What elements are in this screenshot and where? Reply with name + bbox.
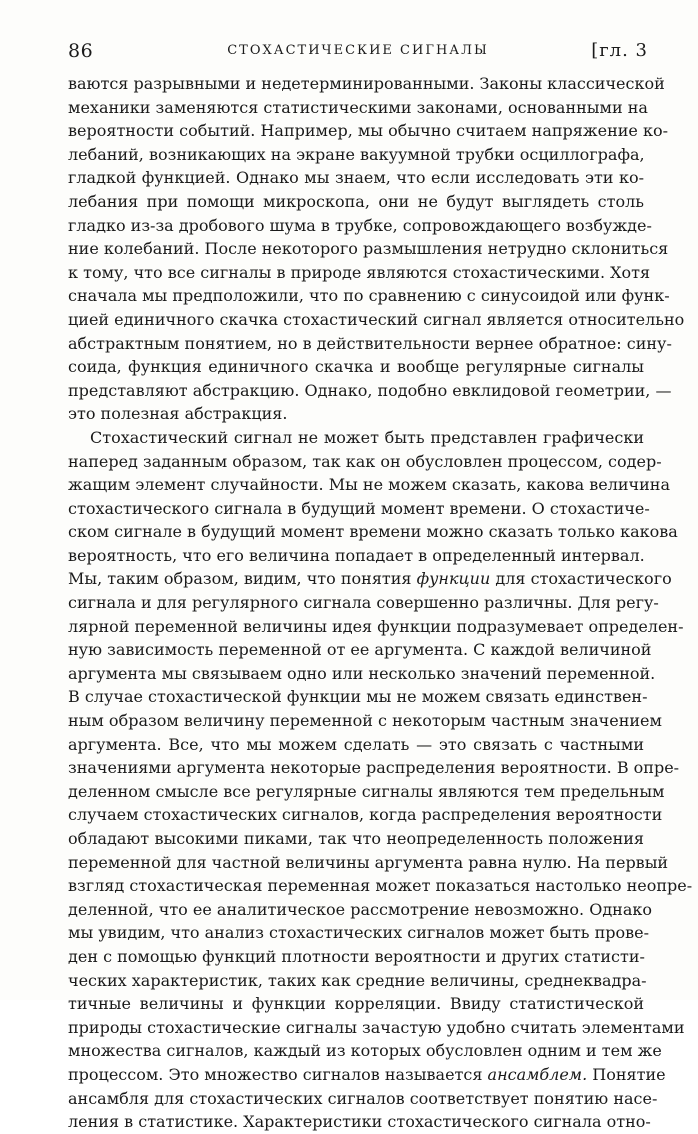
text-segment: множества сигналов, каждый из которых обусловлен одним и тем же (68, 1041, 662, 1061)
text-line (68, 379, 672, 403)
text-line (68, 473, 670, 497)
text-segment: ваются разрывными и недетерминированными. Законы классической (68, 74, 665, 93)
text-line (68, 1087, 658, 1111)
text-line (68, 332, 672, 356)
text-line (68, 567, 672, 591)
text-segment: взгляд стохастическая переменная может показаться настолько неопре- (68, 876, 693, 896)
text-line (68, 969, 647, 993)
text-segment: В случае стохастической функции мы не можем связать единствен- (68, 687, 648, 707)
text-line (68, 96, 648, 120)
section-title: СТОХАСТИЧЕСКИЕ СИГНАЛЫ (227, 43, 489, 58)
text-segment: природы стохастические сигналы зачастую удобно считать элементами (68, 1017, 685, 1037)
text-segment: вероятности событий. Например, мы обычно считаем напряжение ко- (68, 121, 668, 141)
text-line (68, 237, 669, 261)
text-line (68, 662, 656, 686)
text-segment: стохастического сигнала в будущий момент времени. О стохастиче- (68, 498, 650, 518)
text-segment: лебания при помощи микроскопа, они не будут выглядеть столь (68, 191, 644, 211)
text-line (68, 520, 678, 544)
text-line (68, 261, 651, 285)
text-segment: значениями аргумента некоторые распределения вероятности. В опре- (68, 758, 680, 778)
text-segment: лярной переменной величины идея функции подразумевает определен- (68, 616, 684, 636)
text-line (68, 685, 648, 709)
text-segment: лебаний, возникающих на экране вакуумной трубки осциллографа, (68, 144, 645, 164)
text-line (68, 827, 644, 851)
text-line (68, 402, 644, 426)
text-line (68, 945, 644, 969)
text-line (68, 591, 659, 615)
text-segment: переменной для частной величины аргумента равна нулю. На первый (68, 852, 669, 872)
text-line (68, 544, 644, 568)
text-line (68, 166, 644, 190)
text-line (68, 638, 652, 662)
text-line (68, 308, 685, 332)
text-line (68, 1063, 666, 1087)
text-segment: аргумента. Все, что мы можем сделать — это связать с частными (68, 734, 644, 754)
text-segment: ным образом величину переменной с некоторым частным значением (68, 711, 662, 731)
text-segment: деленной, что ее аналитическое рассмотрение невозможно. Однако (68, 899, 652, 919)
paragraph (68, 426, 693, 1134)
text-line (68, 756, 680, 780)
text-segment: механики заменяются статистическими законами, основанными на (68, 97, 648, 117)
text-segment: ления в статистике. Характеристики стохастического сигнала отно- (68, 1112, 651, 1132)
text-segment: ансамбля для стохастических сигналов соответствует понятию насе- (68, 1088, 658, 1108)
text-line (68, 119, 668, 143)
text-segment: ческих характеристик, таких как средние величины, среднеквадра- (68, 970, 647, 990)
text-segment: сначала мы предположили, что по сравнению с синусоидой или функ- (68, 286, 670, 306)
text-segment: гладко из-за дробового шума в трубке, сопровождающего возбужде- (68, 215, 652, 235)
page-number: 86 (68, 40, 94, 62)
text-segment: процессом. Это множество сигналов называется (68, 1064, 488, 1084)
text-line (68, 709, 662, 733)
text-line (68, 1039, 662, 1063)
text-line (68, 992, 644, 1016)
text-segment: тичные величины и функции корреляции. Ввиду статистической (68, 994, 644, 1014)
text-segment: это полезная абстракция. (68, 404, 288, 424)
text-segment: Мы, таким образом, видим, что понятия (68, 569, 417, 589)
running-head (68, 40, 648, 64)
text-segment: соида, функция единичного скачка и вообще регулярные сигналы (68, 357, 644, 377)
text-line (68, 851, 669, 875)
text-segment: случаем стохастических сигналов, когда распределения вероятности (68, 805, 663, 825)
text-segment: аргумента мы связываем одно или несколько значений переменной. (68, 663, 656, 683)
text-segment: гладкой функцией. Однако мы знаем, что если исследовать эти ко- (68, 168, 644, 188)
text-line (68, 450, 662, 474)
text-segment: Понятие (587, 1064, 666, 1084)
text-line (68, 803, 663, 827)
text-line (68, 190, 644, 214)
body-text (68, 72, 693, 1134)
text-line (68, 72, 665, 96)
text-line (68, 733, 644, 757)
chapter-reference: [гл. 3 (591, 40, 648, 61)
text-segment: жащим элемент случайности. Мы не можем сказать, какова величина (68, 475, 670, 495)
text-line (68, 214, 652, 238)
text-segment: обладают высокими пиками, так что неопределенность положения (68, 829, 644, 848)
text-segment: сигнала и для регулярного сигнала совершенно различны. Для регу- (68, 593, 659, 613)
text-line (68, 143, 644, 167)
italic-term: функции (416, 569, 491, 589)
text-segment: цией единичного скачка стохастический сигнал является относительно (68, 309, 685, 329)
text-segment: ском сигнале в будущий момент времени можно сказать только какова (68, 522, 678, 542)
text-line (68, 1016, 685, 1040)
text-line (68, 284, 670, 308)
text-line (68, 1110, 651, 1134)
text-segment: вероятность, что его величина попадает в определенный интервал. (68, 545, 645, 565)
text-segment: ную зависимость переменной от ее аргумента. С каждой величиной (68, 640, 652, 660)
text-line (68, 780, 665, 804)
text-segment: наперед заданным образом, так как он обусловлен процессом, содер- (68, 451, 662, 471)
italic-term: ансамблем. (487, 1064, 588, 1084)
text-line (68, 615, 684, 639)
paragraph (68, 72, 685, 426)
text-line (68, 921, 650, 945)
text-segment: абстрактным понятием, но в действительности вернее обратное: сину- (68, 333, 672, 353)
text-segment: ден с помощью функций плотности вероятности и других статисти- (68, 946, 645, 966)
text-segment: представляют абстракцию. Однако, подобно евклидовой геометрии, — (68, 380, 672, 400)
text-segment: Стохастический сигнал не может быть представлен графически (90, 427, 644, 447)
text-segment: мы увидим, что анализ стохастических сигналов может быть прове- (68, 923, 650, 943)
text-line (68, 426, 644, 450)
text-segment: деленном смысле все регулярные сигналы являются тем предельным (68, 781, 665, 801)
text-line (68, 898, 652, 922)
text-segment: ние колебаний. После некоторого размышления нетрудно склониться (68, 239, 669, 259)
text-line (68, 874, 693, 898)
text-segment: к тому, что все сигналы в природе являются стохастическими. Хотя (68, 262, 651, 282)
text-line (68, 497, 650, 521)
text-segment: для стохастического (490, 569, 672, 589)
text-line (68, 355, 644, 379)
